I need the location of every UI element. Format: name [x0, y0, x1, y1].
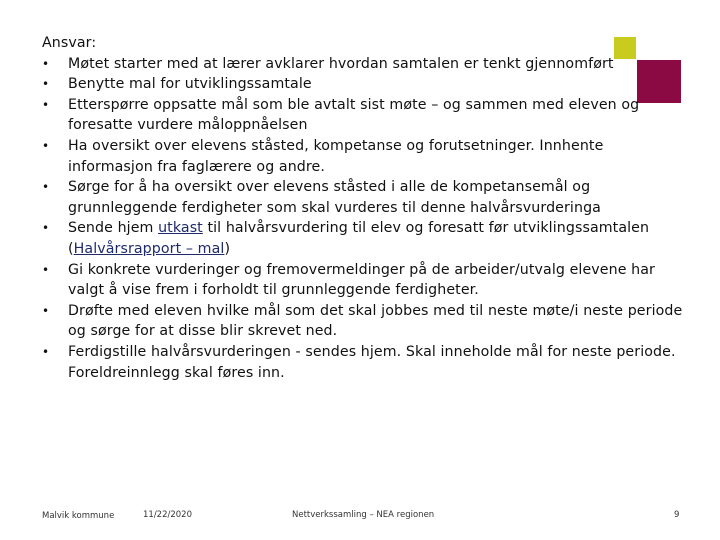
- bullet-icon: •: [42, 221, 50, 236]
- list-item: [42, 54, 692, 75]
- heading: Ansvar:: [42, 35, 97, 51]
- list-item: [42, 95, 692, 136]
- list-item-text: Benytte mal for utviklingssamtale: [68, 76, 312, 93]
- list-item: [42, 218, 692, 259]
- bullet-icon: •: [42, 56, 50, 71]
- list-item-text: Gi konkrete vurderinger og fremovermeldinger på de arbeider/utvalg elevene har valgt å vise frem i forholdt til grunnleggende ferdigheter.: [68, 261, 655, 299]
- bullet-icon: •: [42, 344, 50, 359]
- list-item-text-part: til halvårsvurdering til elev og foresatt før utviklingssamtalen (: [68, 220, 650, 257]
- page-number: 9: [674, 510, 680, 520]
- halvarsrapport-mal-link[interactable]: Halvårsrapport – mal: [73, 240, 225, 257]
- list-item: [42, 260, 692, 301]
- list-item-text: Etterspørre oppsatte mål som ble avtalt sist møte – og sammen med eleven og foresatte vurdere måloppnåelsen: [68, 96, 640, 134]
- bullet-icon: •: [42, 303, 50, 318]
- list-item-text: Ferdigstille halvårsvurderingen - sendes hjem. Skal inneholde mål for neste periode. Foreldreinnlegg skal føres inn.: [68, 343, 676, 381]
- list-item: [42, 342, 692, 383]
- bullet-icon: •: [42, 262, 50, 277]
- bullet-icon: •: [42, 180, 50, 195]
- footer-organization: Malvik kommune: [42, 511, 115, 521]
- slide-body: [42, 33, 692, 383]
- bullet-icon: •: [42, 138, 50, 153]
- list-item-text: Ha oversikt over elevens ståsted, kompetanse og forutsetninger. Innhente informasjon fra faglærere og andre.: [68, 137, 604, 175]
- list-item: [42, 136, 692, 177]
- list-item: [42, 301, 692, 342]
- list-item-text: Drøfte med eleven hvilke mål som det skal jobbes med til neste møte/i neste periode og sørge for at disse blir skrevet ned.: [68, 302, 683, 340]
- bullet-list: [42, 54, 692, 384]
- list-item: [42, 177, 692, 218]
- footer-date: 11/22/2020: [143, 510, 192, 520]
- list-item-text-part: Sende hjem: [68, 220, 159, 237]
- list-item-text: Sørge for å ha oversikt over elevens ståsted i alle de kompetansemål og grunnleggende ferdigheter som skal vurderes til denne halvårsvurderinga: [68, 179, 601, 216]
- bullet-icon: •: [42, 77, 50, 92]
- list-item-text-part: ): [224, 240, 231, 257]
- footer-event: Nettverkssamling – NEA regionen: [292, 510, 435, 520]
- list-item: [42, 74, 692, 95]
- utkast-link[interactable]: utkast: [158, 220, 203, 237]
- list-item-text: Møtet starter med at lærer avklarer hvordan samtalen er tenkt gjennomført: [68, 55, 614, 72]
- bullet-icon: •: [42, 97, 50, 112]
